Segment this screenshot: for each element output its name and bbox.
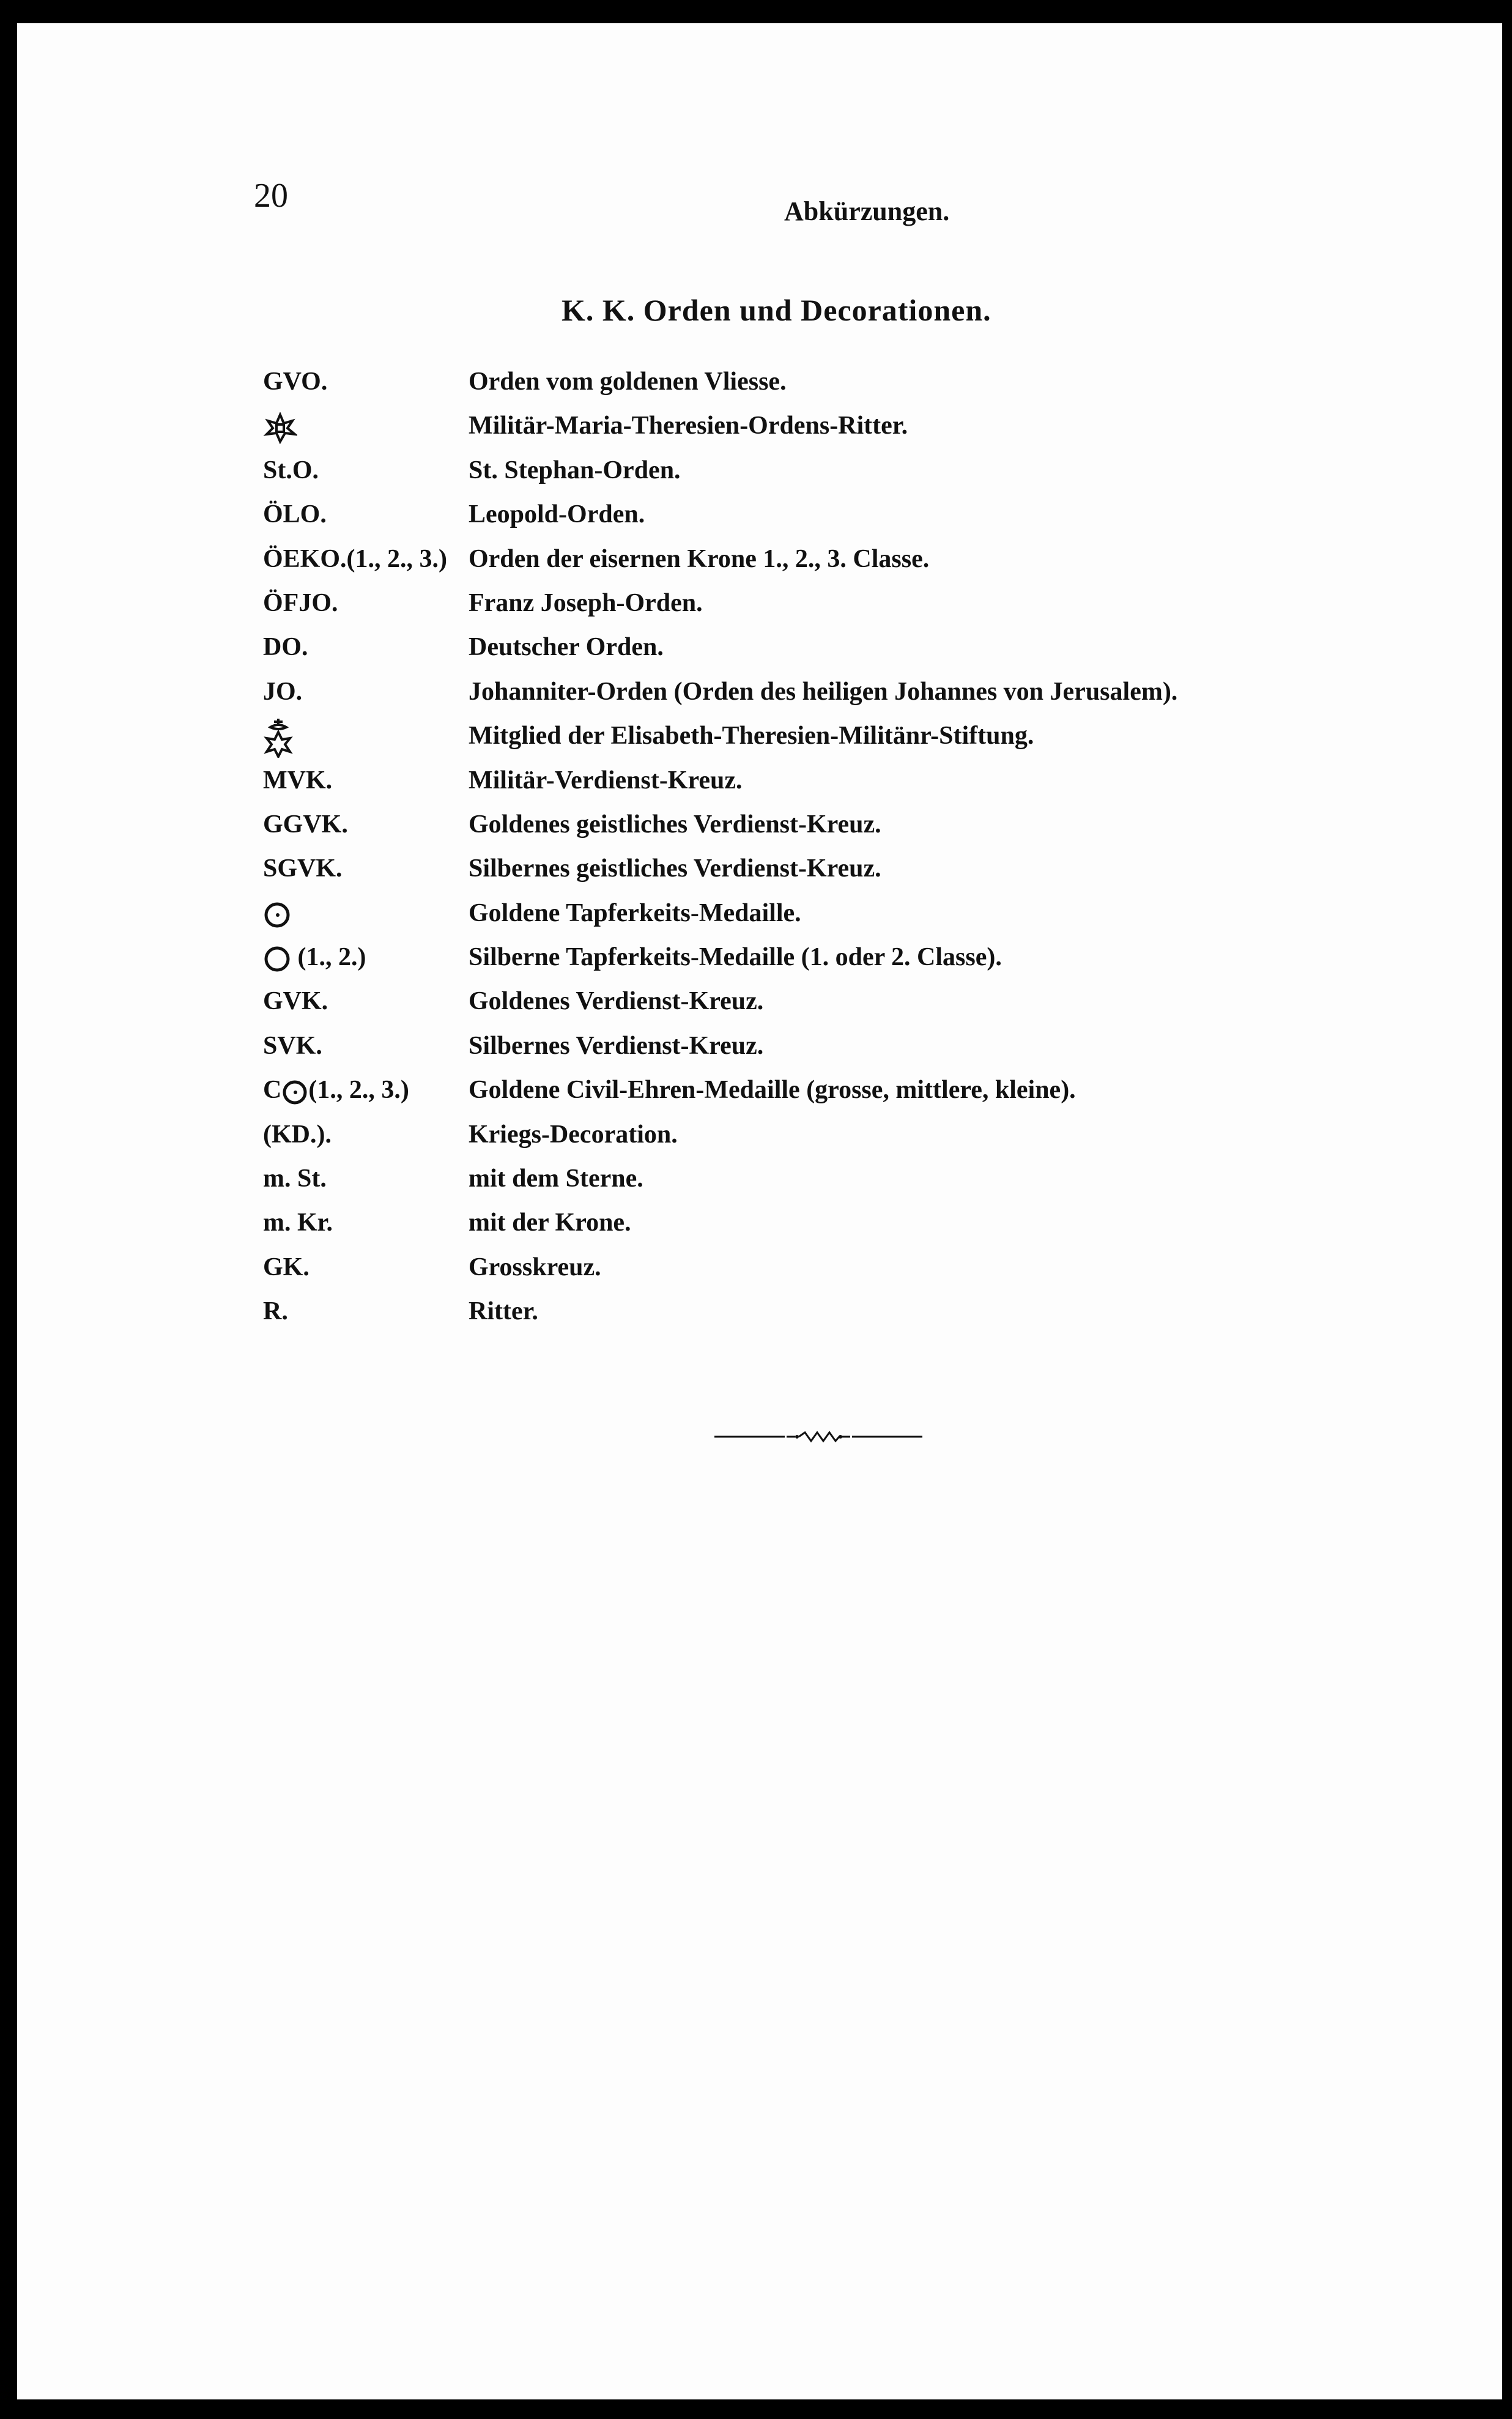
abbreviation: (1., 2.) <box>291 943 366 972</box>
abbreviation: GK. <box>263 1253 309 1281</box>
list-item <box>245 404 1407 448</box>
list-item <box>245 1245 1407 1289</box>
list-item <box>245 360 1407 404</box>
list-item <box>245 1024 1407 1068</box>
description: Silberne Tapferkeits-Medaille (1. oder 2. Classe). <box>469 943 1002 972</box>
abbreviation: R. <box>263 1297 288 1326</box>
abbreviation: GGVK. <box>263 810 348 839</box>
list-item <box>245 714 1407 758</box>
gold-medal-circle-icon <box>263 901 291 929</box>
abbreviation: SVK. <box>263 1031 322 1060</box>
abbreviation: SGVK. <box>263 854 343 883</box>
description: Johanniter-Orden (Orden des heiligen Johannes von Jerusalem). <box>469 677 1178 706</box>
description: Militär-Verdienst-Kreuz. <box>469 766 743 795</box>
list-item <box>245 625 1407 669</box>
civil-medal-circle-icon <box>281 1079 308 1106</box>
description: Orden vom goldenen Vliesse. <box>469 368 787 396</box>
description: Militär-Maria-Theresien-Ordens-Ritter. <box>469 412 908 440</box>
end-ornament-divider <box>714 1428 922 1446</box>
description: Franz Joseph-Orden. <box>469 588 703 617</box>
description: Goldene Civil-Ehren-Medaille (grosse, mittlere, kleine). <box>469 1076 1076 1105</box>
abbreviation: GVK. <box>263 987 328 1016</box>
list-item <box>245 891 1407 935</box>
description: Kriegs-Decoration. <box>469 1120 678 1149</box>
description: Leopold-Orden. <box>469 500 645 529</box>
list-item <box>245 581 1407 625</box>
section-title: K. K. Orden und Decorationen. <box>561 293 991 327</box>
list-item <box>245 448 1407 492</box>
list-item <box>245 492 1407 536</box>
abbreviation: (KD.). <box>263 1120 332 1149</box>
list-item <box>245 1113 1407 1157</box>
list-item <box>245 1201 1407 1245</box>
abbreviation: MVK. <box>263 766 333 795</box>
silver-medal-circle-icon <box>263 945 291 973</box>
description: Goldenes geistliches Verdienst-Kreuz. <box>469 810 881 839</box>
description: St. Stephan-Orden. <box>469 456 681 484</box>
description: Grosskreuz. <box>469 1253 601 1281</box>
description: mit dem Sterne. <box>469 1165 643 1193</box>
list-item <box>245 1157 1407 1201</box>
abbreviation: m. Kr. <box>263 1209 333 1237</box>
list-item <box>245 537 1407 581</box>
abbreviation: C <box>263 1076 282 1105</box>
description: Mitglied der Elisabeth-Theresien-Militänr-Stiftung. <box>469 722 1034 750</box>
list-item <box>245 1289 1407 1333</box>
description: Silbernes geistliches Verdienst-Kreuz. <box>469 854 881 883</box>
list-item <box>245 846 1407 891</box>
maria-theresia-cross-icon <box>263 412 297 444</box>
abbreviation-classes: (1., 2., 3.) <box>308 1076 409 1105</box>
abbreviation: DO. <box>263 633 308 662</box>
abbreviation: m. St. <box>263 1165 327 1193</box>
description: Orden der eisernen Krone 1., 2., 3. Classe. <box>469 544 930 573</box>
abbreviation: St.O. <box>263 456 319 484</box>
description: Silbernes Verdienst-Kreuz. <box>469 1031 764 1060</box>
description: Ritter. <box>469 1297 538 1326</box>
description: mit der Krone. <box>469 1209 631 1237</box>
abbreviation-list <box>245 360 1407 1334</box>
description: Goldenes Verdienst-Kreuz. <box>469 987 764 1016</box>
list-item <box>245 670 1407 714</box>
page <box>17 23 1502 2399</box>
list-item <box>245 1068 1407 1112</box>
running-head: Abkürzungen. <box>784 196 950 226</box>
abbreviation: JO. <box>263 677 303 706</box>
list-item <box>245 802 1407 846</box>
list-item <box>245 758 1407 802</box>
description: Deutscher Orden. <box>469 633 664 662</box>
list-item <box>245 935 1407 979</box>
abbreviation: ÖFJO. <box>263 588 338 617</box>
description: Goldene Tapferkeits-Medaille. <box>469 898 801 927</box>
abbreviation: GVO. <box>263 368 328 396</box>
page-number: 20 <box>254 177 288 215</box>
list-item <box>245 979 1407 1023</box>
abbreviation: ÖEKO.(1., 2., 3.) <box>263 544 447 573</box>
abbreviation: ÖLO. <box>263 500 327 529</box>
elisabeth-theresia-cross-icon <box>263 717 294 758</box>
